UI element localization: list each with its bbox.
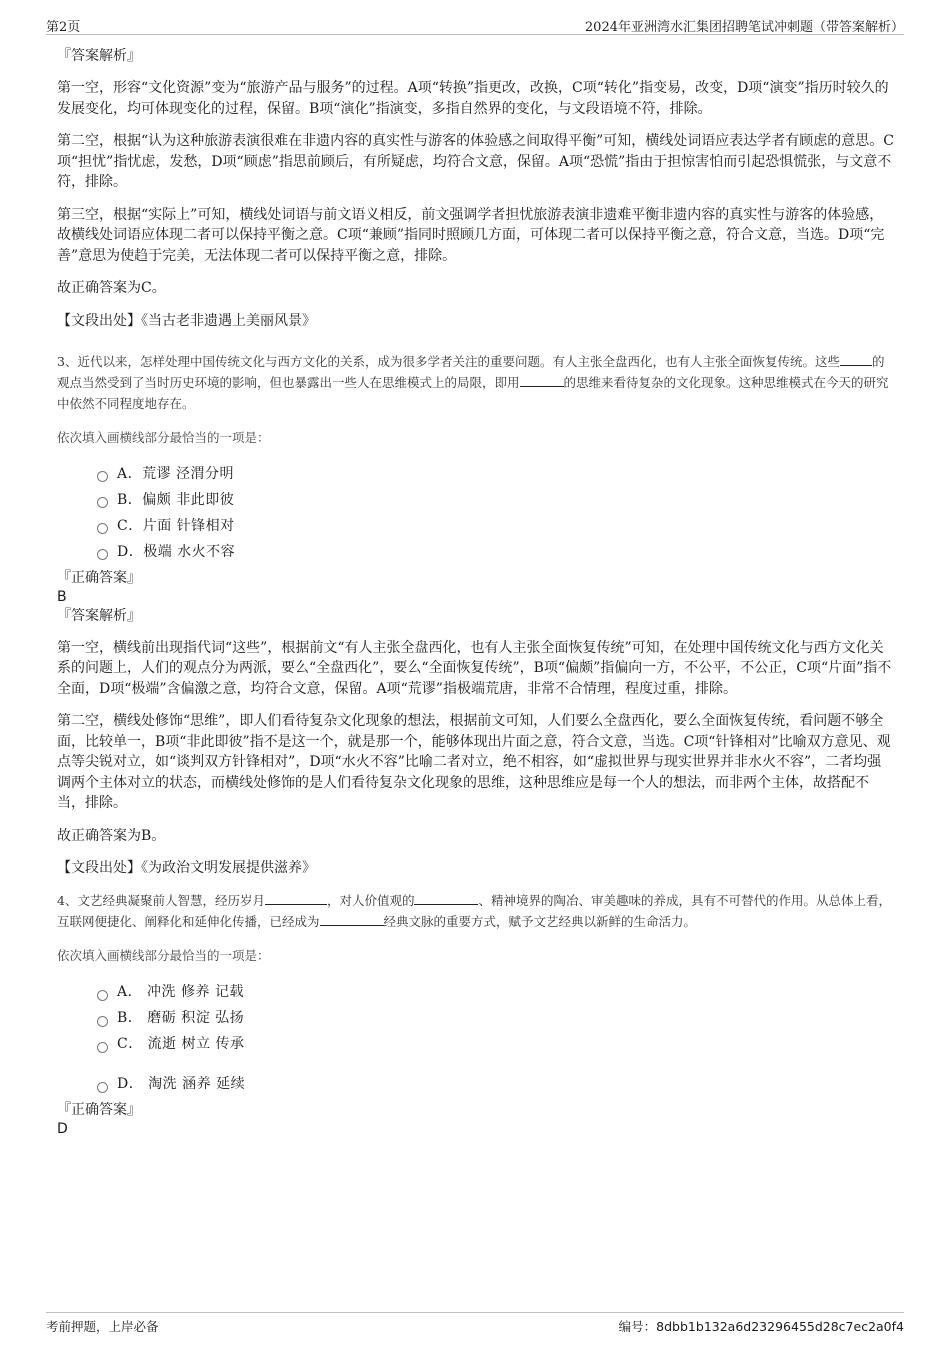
radio-icon[interactable] [97, 1016, 108, 1027]
q3-correct-answer: B [57, 588, 67, 605]
q2-analysis-p1: 第一空，形容“文化资源”变为“旅游产品与服务”的过程。A项“转换”指更改，改换，C项“转化”指变易，改变，D项“演变”指历时较久的发展变化，均可体现变化的过程，保留。B项“演化”指演变，多指自然界的变化，与文段语境不符，排除。 [57, 80, 889, 117]
document-code: 编号：8dbb1b132a6d23296455d28c7ec2a0f4 [618, 1319, 904, 1334]
page-content [57, 46, 895, 1138]
q4-option-b[interactable]: B． 磨砺 积淀 弘扬 [97, 1004, 895, 1030]
q4-option-d[interactable]: D． 淘洗 涵养 延续 [97, 1070, 895, 1096]
q4-options [97, 978, 895, 1096]
radio-icon[interactable] [97, 990, 108, 1001]
q3-options [97, 460, 895, 564]
q3-option-d[interactable]: D．极端 水火不容 [97, 538, 895, 564]
q2-source: 【文段出处】《当古老非遗遇上美丽风景》 [57, 312, 316, 329]
radio-icon[interactable] [97, 497, 108, 508]
radio-icon[interactable] [97, 471, 108, 482]
q3-analysis-label: 『答案解析』 [57, 607, 141, 624]
q3-blank-1 [840, 353, 872, 366]
q3-conclusion: 故正确答案为B。 [57, 827, 166, 844]
q3-option-a[interactable]: A．荒谬 泾渭分明 [97, 460, 895, 486]
q2-analysis-label: 『答案解析』 [57, 48, 141, 64]
q4-correct-label: 『正确答案』 [57, 1102, 141, 1118]
page-header [46, 14, 904, 35]
radio-icon[interactable] [97, 549, 108, 560]
page-footer [46, 1312, 904, 1337]
page-number: 第2页 [46, 20, 81, 35]
q4-correct-answer: D [57, 1121, 68, 1137]
q2-analysis [57, 46, 895, 331]
footer-slogan: 考前押题，上岸必备 [46, 1319, 159, 1334]
q4-stem: 4、文艺经典凝聚前人智慧，经历岁月 ，对人价值观的 、精神境界的陶冶、审美趣味的养成，具有不可替代的作用。从总体上看，互联网便捷化、阐释化和延伸化传播，已经成为 经典文脉的重要方式，赋予文艺经典以新鲜的生命活力。 [57, 893, 891, 929]
q3-stem: 3、近代以来，怎样处理中国传统文化与西方文化的关系，成为很多学者关注的重要问题。有人主张全盘西化，也有人主张全面恢复传统。这些 的观点当然受到了当时历史环境的影响，但也暴露出一些人在思维模式上的局限，即用 的思维来看待复杂的文化现象。这种思维模式在今天的研究中依然不同程度地存在。 [57, 353, 889, 411]
q3-source: 【文段出处】《为政治文明发展提供滋养》 [57, 860, 316, 876]
radio-icon[interactable] [97, 1042, 108, 1053]
q4-option-c[interactable]: C． 流逝 树立 传承 [97, 1030, 895, 1056]
radio-icon[interactable] [97, 1082, 108, 1093]
radio-icon[interactable] [97, 523, 108, 534]
q3-prompt: 依次填入画横线部分最恰当的一项是： [57, 429, 270, 445]
q2-analysis-p3: 第三空，根据“实际上”可知，横线处词语与前文语义相反，前文强调学者担忧旅游表演非遗难平衡非遗内容的真实性与游客的体验感，故横线处词语应体现二者可以保持平衡之意。C项“兼顾”指同时照顾几方面，可体现二者可以保持平衡之意，符合文意，当选。D项“完善”意思为使趋于完美，无法体现二者可以保持平衡之意，排除。 [57, 206, 885, 264]
q4-blank-2 [414, 892, 478, 905]
document-title: 2024年亚洲湾水汇集团招聘笔试冲刺题（带答案解析） [584, 20, 904, 35]
q4-prompt: 依次填入画横线部分最恰当的一项是： [57, 948, 270, 963]
q4-blank-3 [320, 913, 384, 926]
question-4 [57, 890, 895, 1138]
q3-analysis-p2: 第二空，横线处修饰“思维”，即人们看待复杂文化现象的想法，根据前文可知，人们要么全盘西化，要么全面恢复传统，看问题不够全面，比较单一，B项“非此即彼”指不是这一个，就是那一个，能够体现出片面之意，符合文意，当选。C项“针锋相对”比喻双方意见、观点等尖锐对立，如“谈判双方针锋相对”，D项“水火不容”比喻二者对立，绝不相容，如“虚拟世界与现实世界并非水火不容”，二者均强调两个主体对立的状态，而横线处修饰的是人们看待复杂文化现象的思维，这种思维应是每一个人的想法，而非两个主体，故搭配不当，排除。 [57, 713, 891, 811]
q2-conclusion: 故正确答案为C。 [57, 280, 166, 296]
q3-correct-label: 『正确答案』 [57, 569, 141, 586]
q3-option-b[interactable]: B．偏颇 非此即彼 [97, 486, 895, 512]
q3-blank-2 [520, 374, 564, 387]
question-3 [57, 351, 895, 879]
q2-analysis-p2: 第二空，根据“认为这种旅游表演很难在非遗内容的真实性与游客的体验感之间取得平衡”可知，横线处词语应表达学者有顾虑的意思。C项“担忧”指忧虑，发愁，D项“顾虑”指思前顾后，有所疑虑，均符合文意，保留。A项“恐慌”指由于担惊害怕而引起恐惧慌张，与文意不符，排除。 [57, 133, 895, 190]
q4-blank-1 [265, 892, 327, 905]
q3-option-c[interactable]: C．片面 针锋相对 [97, 512, 895, 538]
q3-analysis-p1: 第一空，横线前出现指代词“这些”，根据前文“有人主张全盘西化，也有人主张全面恢复传统”可知，在处理中国传统文化与西方文化关系的问题上，人们的观点分为两派，要么“全盘西化”，要么“全面恢复传统”，B项“偏颇”指偏向一方，不公平，不公正，C项“片面”指不全面，D项“极端”含偏激之意，均符合文意，保留。A项“荒谬”指极端荒唐，非常不合情理，程度过重，排除。 [57, 639, 892, 697]
q4-option-a[interactable]: A． 冲洗 修养 记载 [97, 978, 895, 1004]
